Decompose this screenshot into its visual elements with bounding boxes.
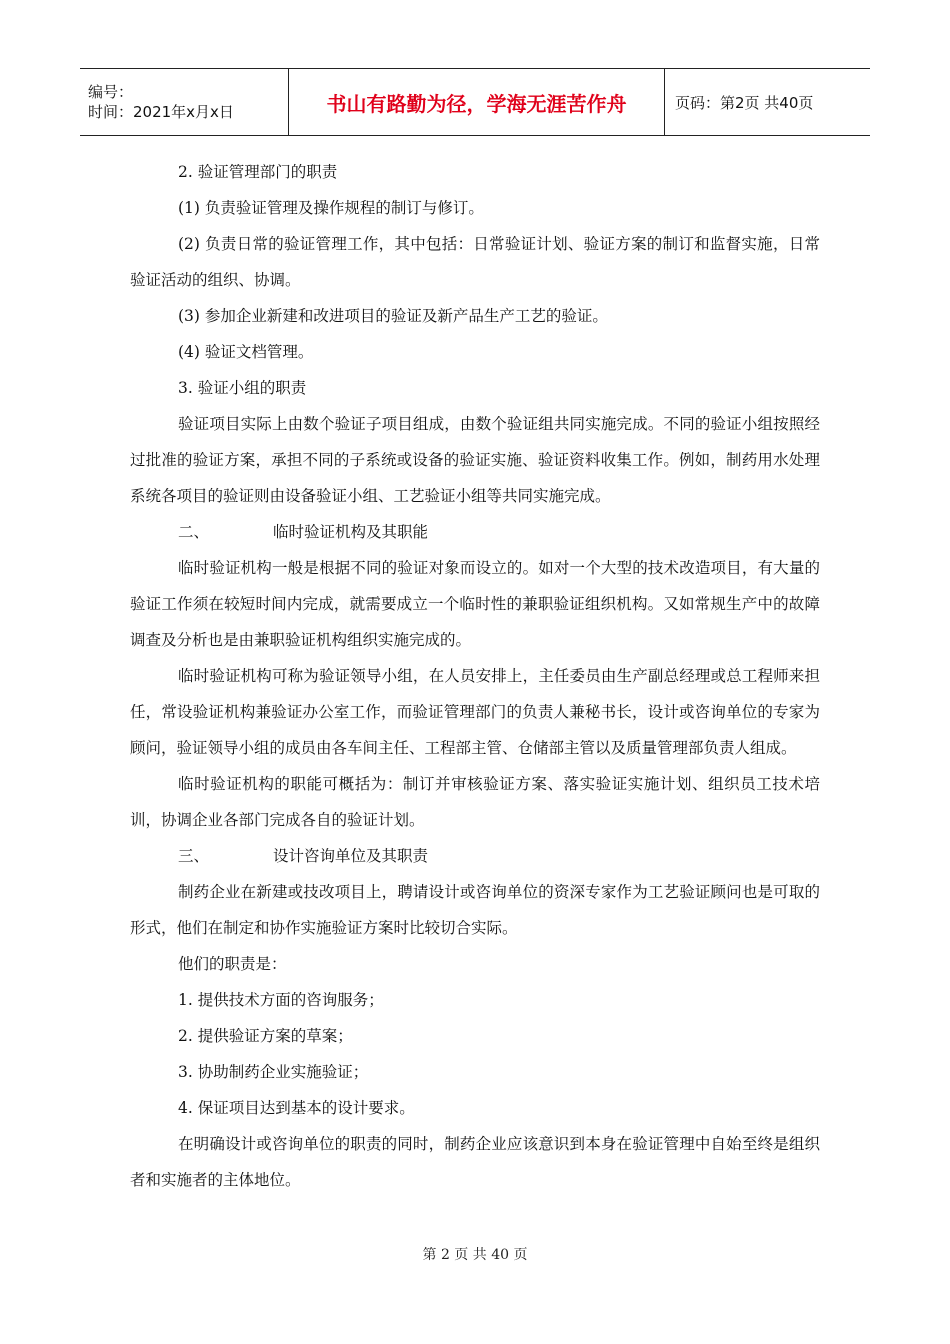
paragraph: 验证项目实际上由数个验证子项目组成，由数个验证组共同实施完成。不同的验证小组按照经过批准的验证方案，承担不同的子系统或设备的验证实施、验证资料收集工作。例如，制药用水处理系统各项目的验证则由设备验证小组、工艺验证小组等共同实施完成。 — [130, 415, 820, 505]
list-item: 4. 保证项目达到基本的设计要求。 — [178, 1099, 415, 1117]
list-item: (1) 负责验证管理及操作规程的制订与修订。 — [178, 199, 484, 217]
document-body — [130, 154, 820, 1198]
paragraph: 临时验证机构一般是根据不同的验证对象而设立的。如对一个大型的技术改造项目，有大量的验证工作须在较短时间内完成，就需要成立一个临时性的兼职验证组织机构。又如常规生产中的故障调查及分析也是由兼职验证机构组织实施完成的。 — [130, 559, 820, 649]
paragraph: 制药企业在新建或技改项目上，聘请设计或咨询单位的资深专家作为工艺验证顾问也是可取的形式，他们在制定和协作实施验证方案时比较切合实际。 — [130, 883, 820, 937]
list-item: (3) 参加企业新建和改进项目的验证及新产品生产工艺的验证。 — [178, 307, 608, 325]
page-header — [80, 68, 870, 136]
section-title: 临时验证机构及其职能 — [273, 523, 429, 541]
subheading: 2. 验证管理部门的职责 — [178, 163, 338, 181]
page-footer: 第 2 页 共 40 页 — [422, 1247, 528, 1263]
list-item: 1. 提供技术方面的咨询服务； — [178, 991, 384, 1009]
paragraph: 在明确设计或咨询单位的职责的同时，制药企业应该意识到本身在验证管理中自始至终是组织者和实施者的主体地位。 — [130, 1135, 820, 1189]
document-number-label: 编号： — [88, 83, 134, 101]
section-number: 二、 — [178, 523, 210, 541]
document-date: 时间：2021年x月x日 — [88, 103, 234, 121]
header-page-info: 页码：第2页 共40页 — [665, 69, 871, 136]
subheading: 3. 验证小组的职责 — [178, 379, 307, 397]
paragraph: 临时验证机构的职能可概括为：制订并审核验证方案、落实验证实施计划、组织员工技术培训，协调企业各部门完成各自的验证计划。 — [130, 775, 820, 829]
paragraph: 临时验证机构可称为验证领导小组，在人员安排上，主任委员由生产副总经理或总工程师来担任，常设验证机构兼验证办公室工作，而验证管理部门的负责人兼秘书长，设计或咨询单位的专家为顾问，验证领导小组的成员由各车间主任、工程部主管、仓储部主管以及质量管理部负责人组成。 — [130, 667, 820, 757]
paragraph: 他们的职责是： — [178, 955, 287, 973]
list-item: 2. 提供验证方案的草案； — [178, 1027, 353, 1045]
section-heading — [130, 514, 820, 550]
list-item: 3. 协助制药企业实施验证； — [178, 1063, 369, 1081]
header-motto: 书山有路勤为径，学海无涯苦作舟 — [289, 69, 665, 136]
section-title: 设计咨询单位及其职责 — [273, 847, 429, 865]
section-heading — [130, 838, 820, 874]
section-number: 三、 — [178, 847, 210, 865]
list-item: (2) 负责日常的验证管理工作，其中包括：日常验证计划、验证方案的制订和监督实施，日常验证活动的组织、协调。 — [130, 235, 820, 289]
list-item: (4) 验证文档管理。 — [178, 343, 314, 361]
header-meta — [80, 69, 289, 136]
